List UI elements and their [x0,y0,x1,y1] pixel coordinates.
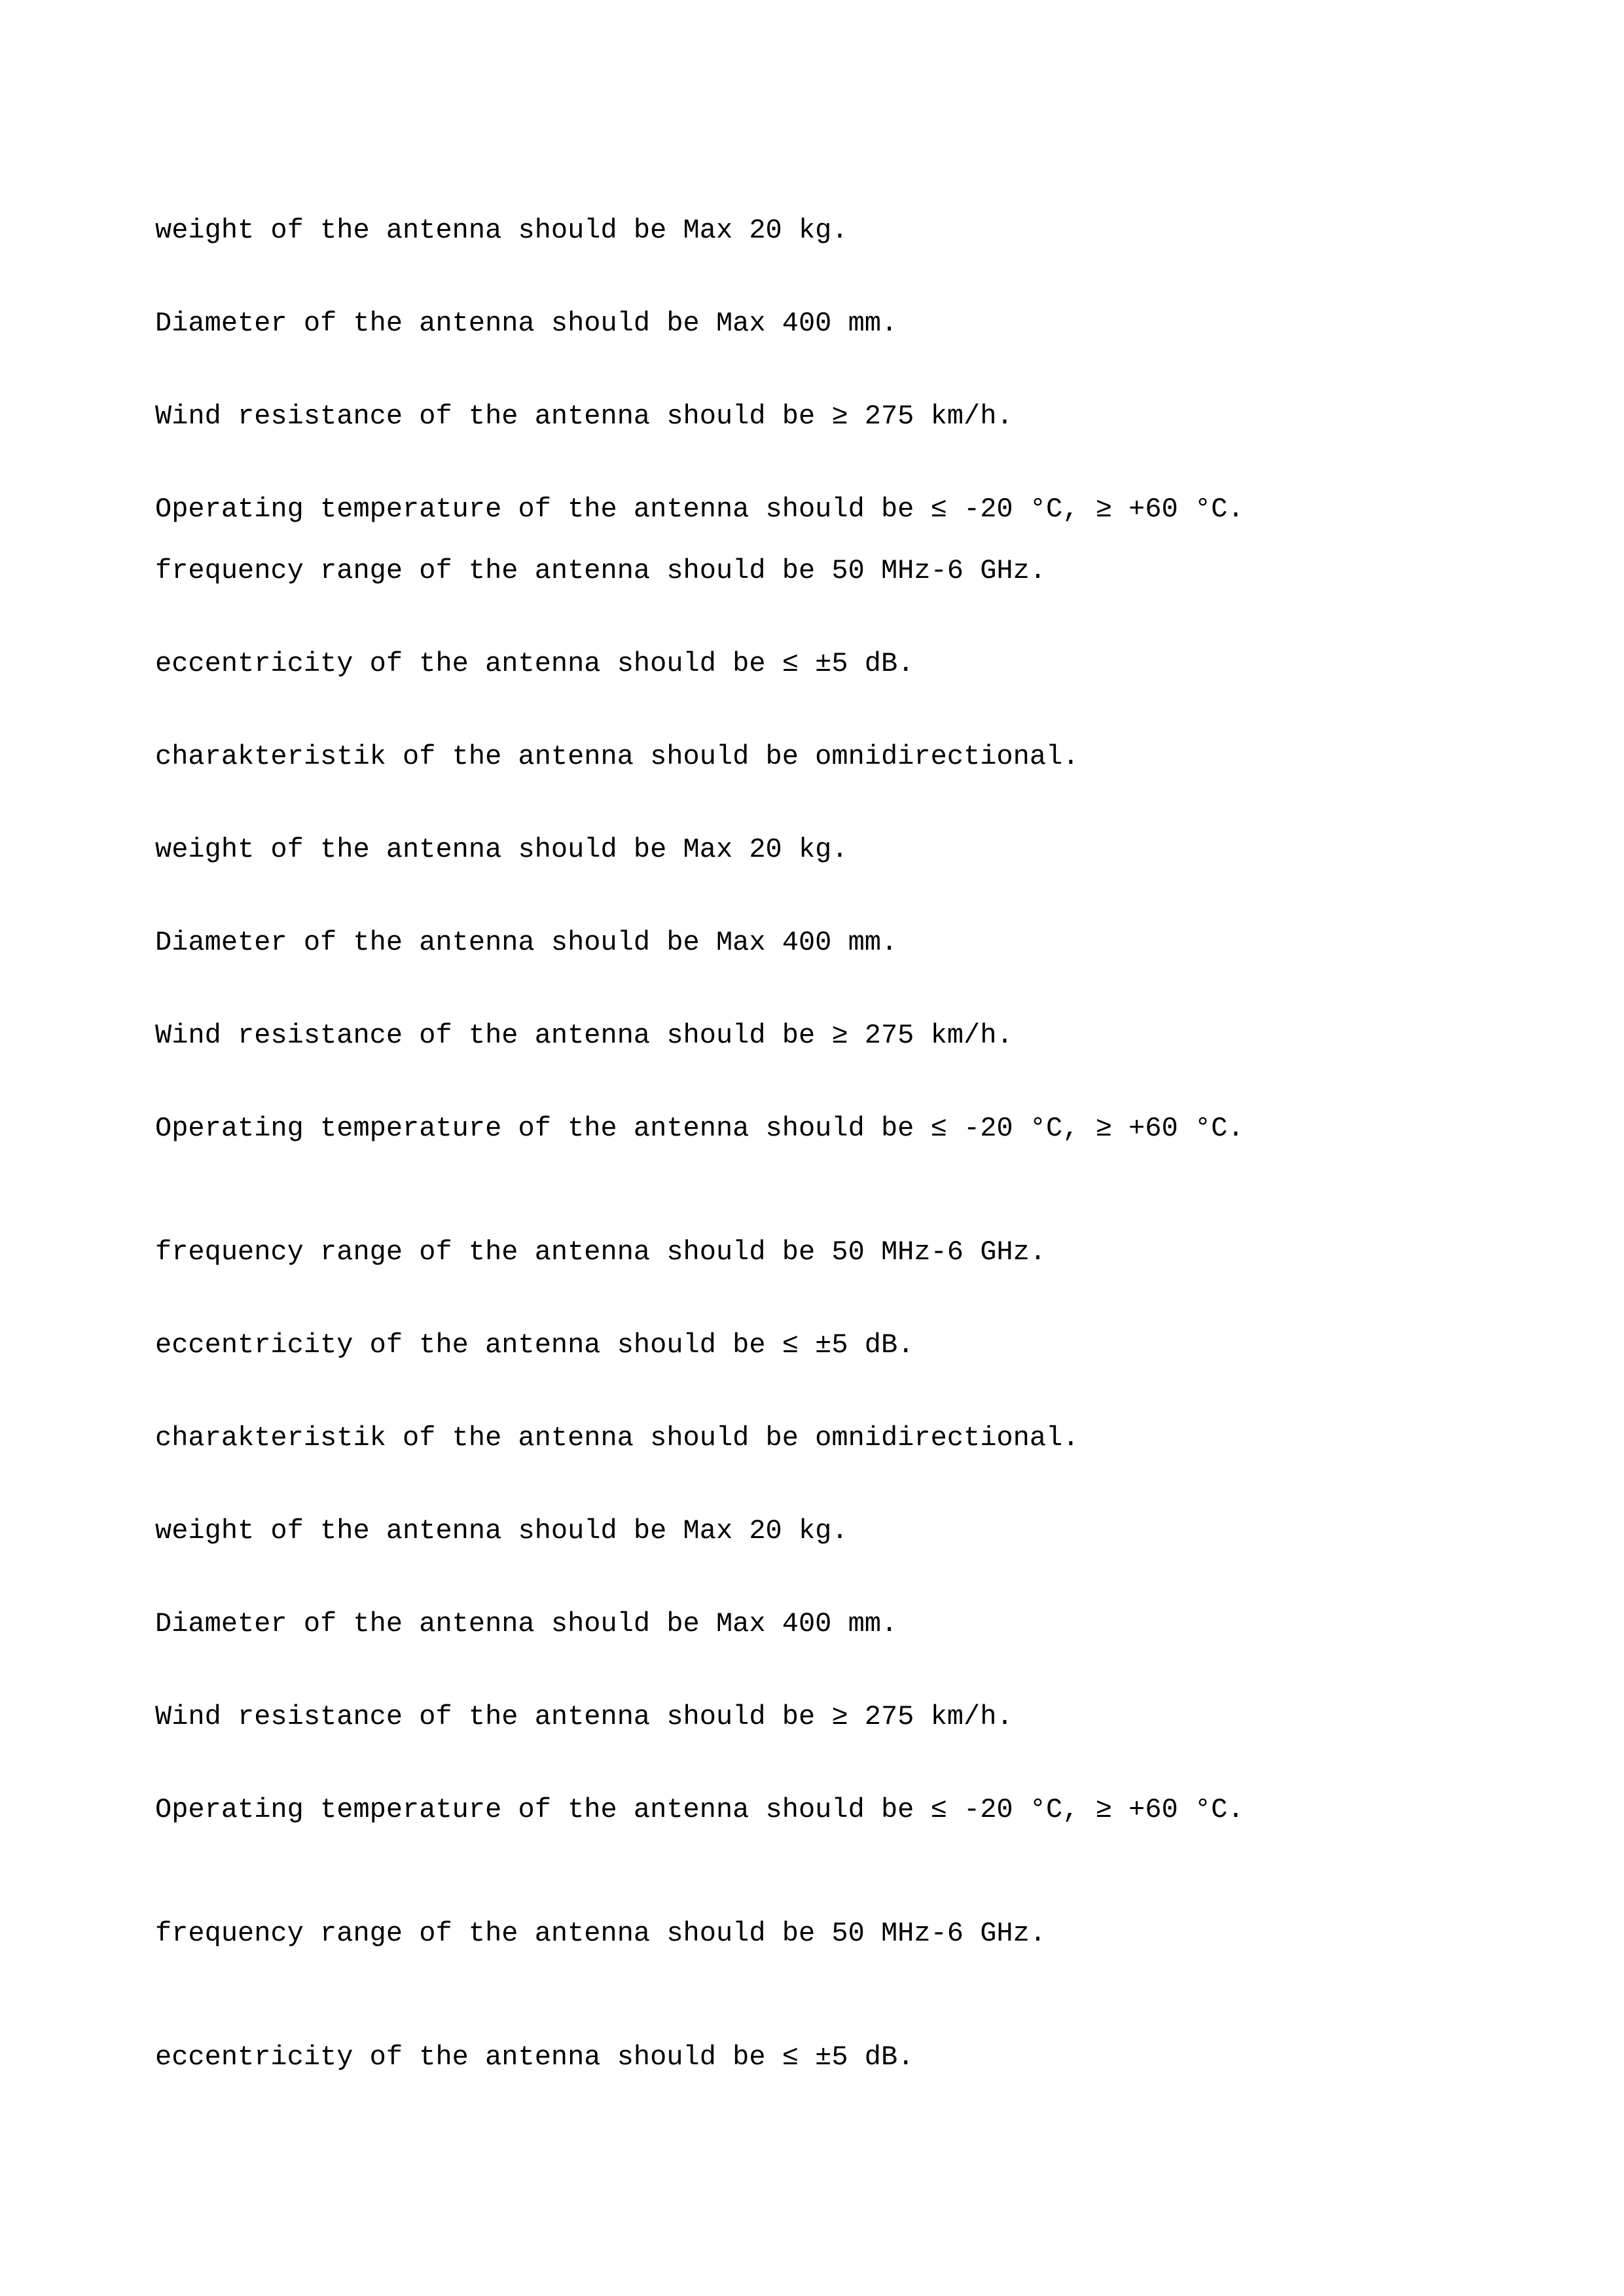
spec-line-operating-temp: Operating temperature of the antenna should be ≤ -20 °C, ≥ +60 °C. [155,493,1244,525]
spec-line-wind-resistance: Wind resistance of the antenna should be ≥ 275 km/h. [155,1701,1013,1732]
spec-line-wind-resistance: Wind resistance of the antenna should be ≥ 275 km/h. [155,401,1013,432]
spec-line-characteristic: charakteristik of the antenna should be omnidirectional. [155,741,1079,772]
spec-line-wind-resistance: Wind resistance of the antenna should be ≥ 275 km/h. [155,1020,1013,1051]
spec-line-operating-temp: Operating temperature of the antenna should be ≤ -20 °C, ≥ +60 °C. [155,1113,1244,1144]
spec-line-diameter: Diameter of the antenna should be Max 400 mm. [155,308,898,339]
spec-line-eccentricity: eccentricity of the antenna should be ≤ ±5 dB. [155,648,914,679]
spec-line-diameter: Diameter of the antenna should be Max 400 mm. [155,1608,898,1640]
spec-line-diameter: Diameter of the antenna should be Max 400 mm. [155,927,898,958]
spec-line-frequency-range: frequency range of the antenna should be 50 MHz-6 GHz. [155,1236,1047,1268]
spec-line-weight: weight of the antenna should be Max 20 kg. [155,215,848,246]
spec-line-weight: weight of the antenna should be Max 20 kg. [155,834,848,865]
spec-line-characteristic: charakteristik of the antenna should be omnidirectional. [155,1422,1079,1454]
spec-line-eccentricity: eccentricity of the antenna should be ≤ ±5 dB. [155,2041,914,2073]
spec-line-weight: weight of the antenna should be Max 20 kg. [155,1515,848,1547]
spec-line-frequency-range: frequency range of the antenna should be 50 MHz-6 GHz. [155,1918,1047,1949]
spec-line-operating-temp: Operating temperature of the antenna should be ≤ -20 °C, ≥ +60 °C. [155,1794,1244,1825]
spec-line-frequency-range: frequency range of the antenna should be 50 MHz-6 GHz. [155,555,1047,586]
spec-line-eccentricity: eccentricity of the antenna should be ≤ ±5 dB. [155,1329,914,1361]
